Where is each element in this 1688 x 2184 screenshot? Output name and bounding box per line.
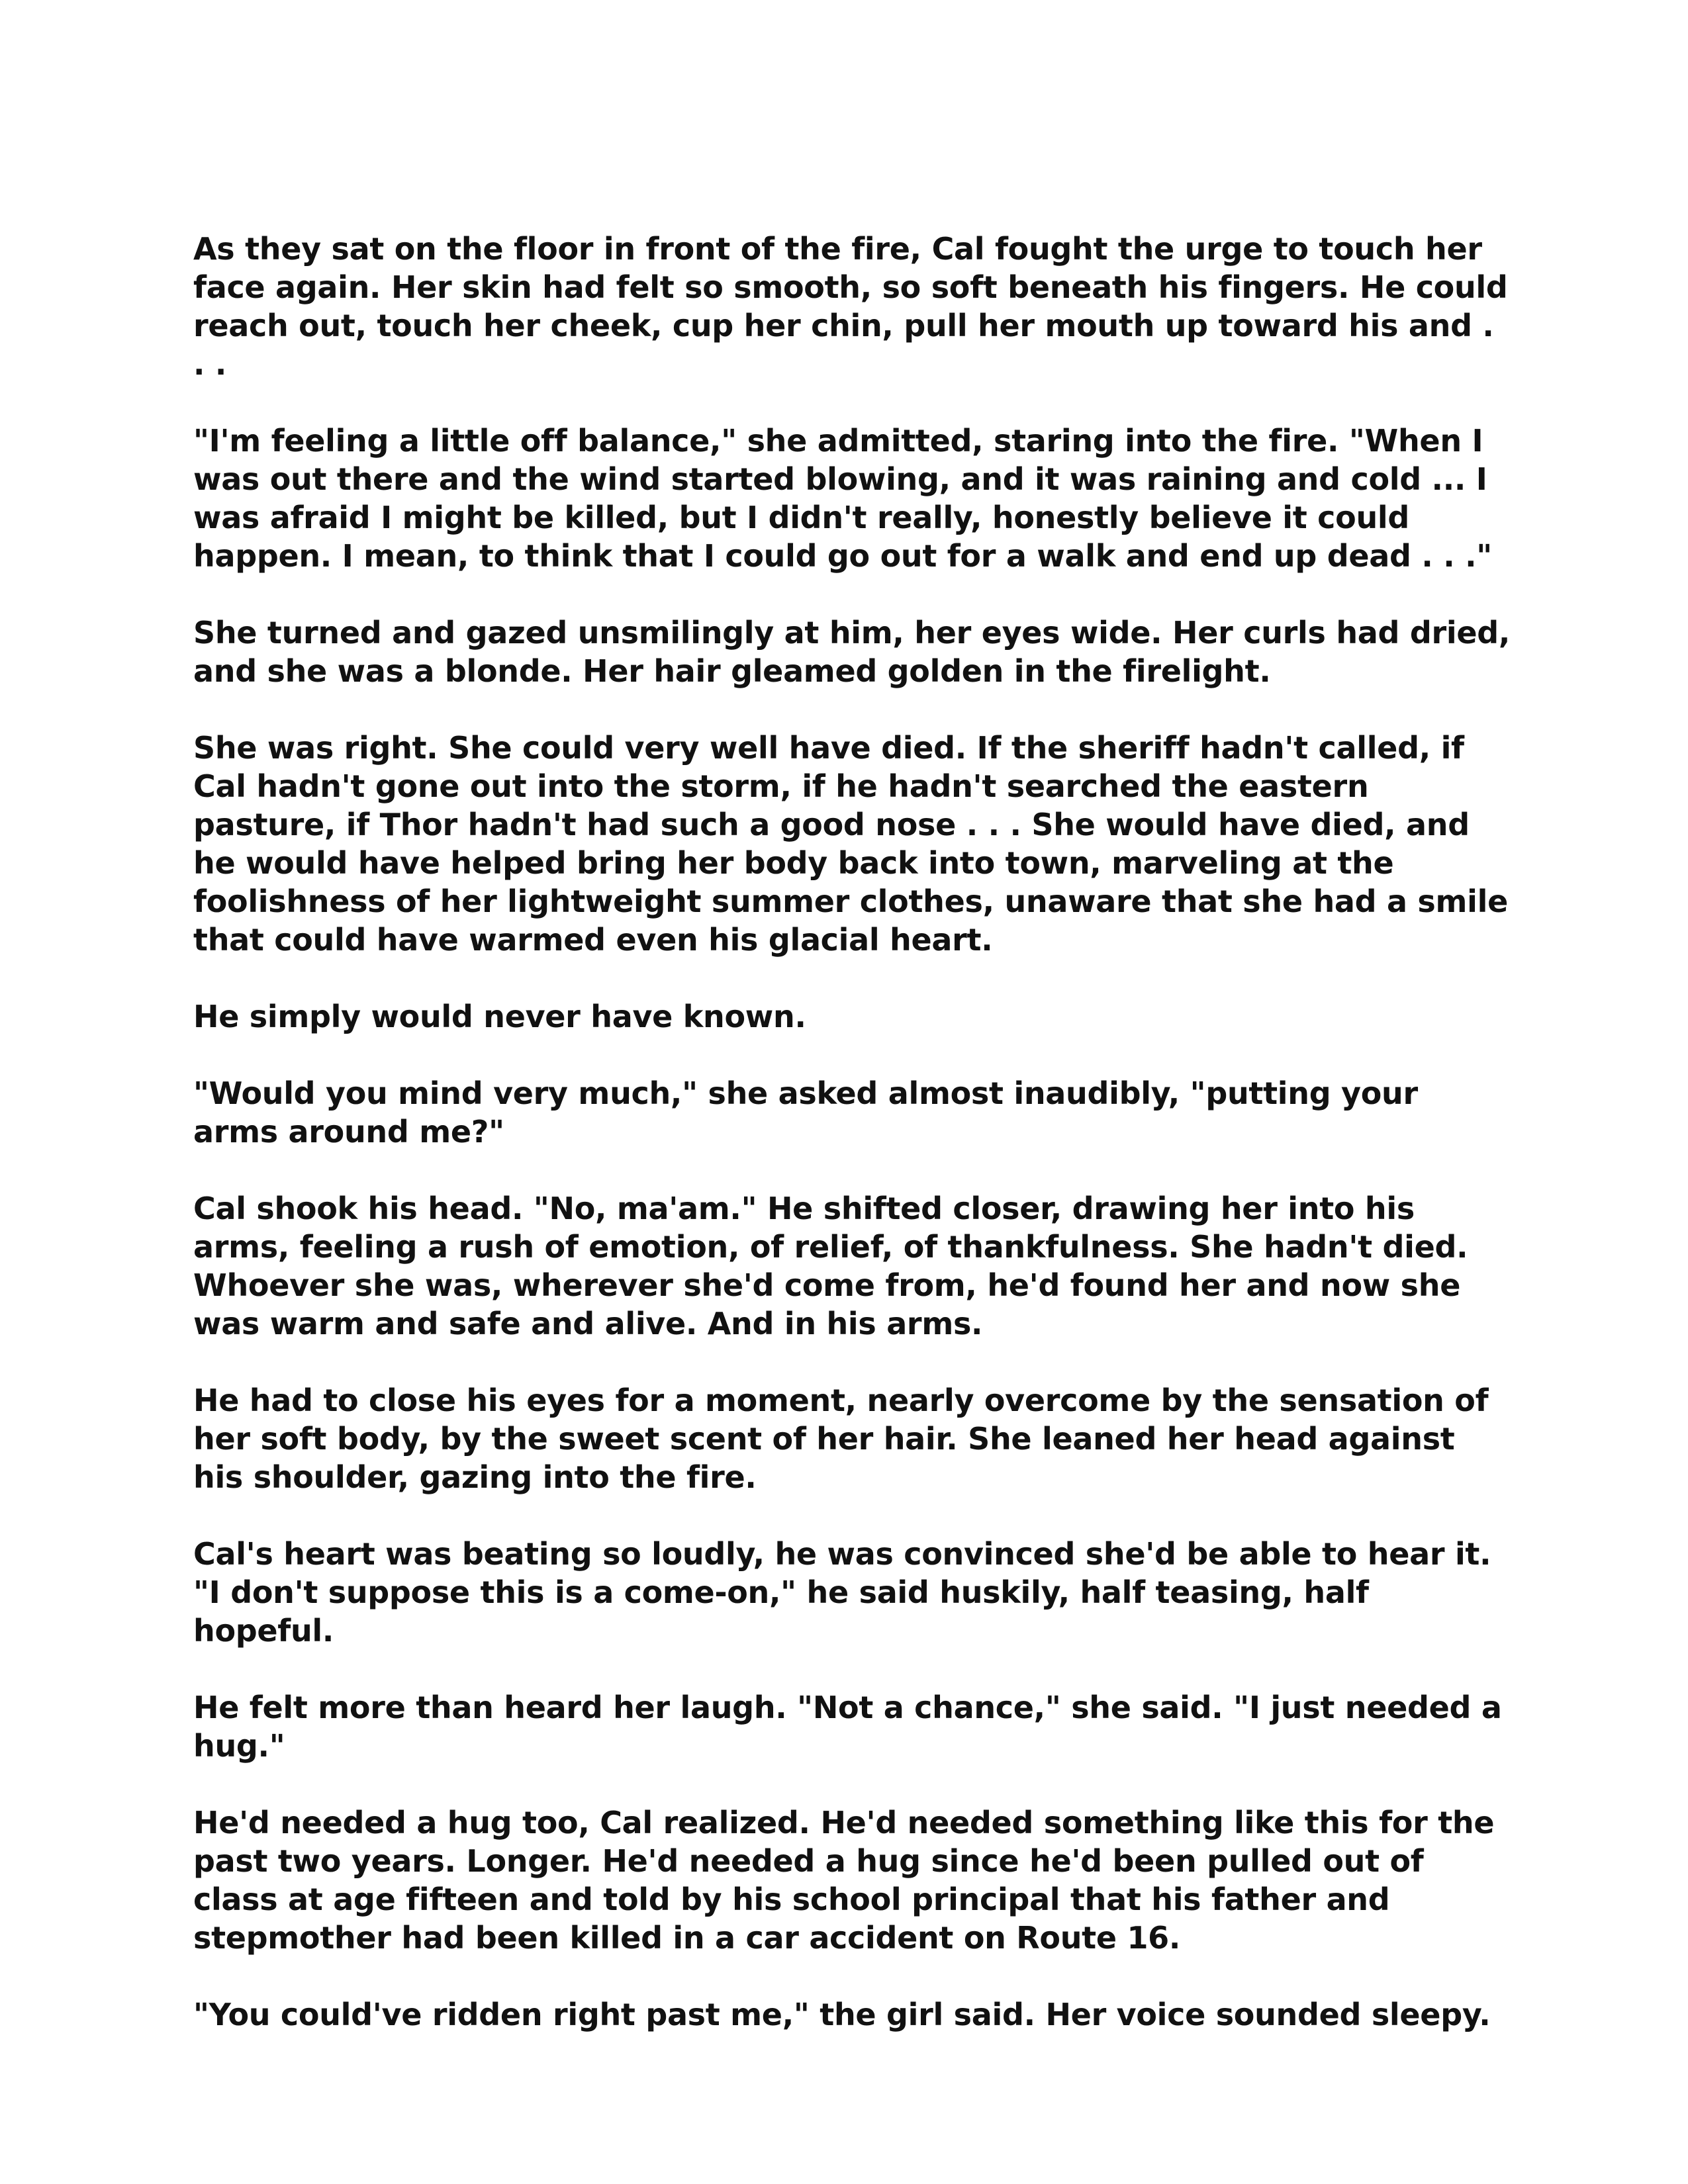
paragraph-3: She turned and gazed unsmilingly at him, her eyes wide. Her curls had dried, and she was a blonde. Her hair gleamed golden in the firelight.	[193, 615, 1511, 689]
paragraph-8: He had to close his eyes for a moment, nearly overcome by the sensation of her soft body, by the sweet scent of her hair. She leaned her head against his shoulder, gazing into the fire.	[193, 1383, 1489, 1495]
paragraph-9: Cal's heart was beating so loudly, he was convinced she'd be able to hear it. "I don't suppose this is a come-on," he said huskily, half teasing, half hopeful.	[193, 1536, 1491, 1649]
paragraph-10: He felt more than heard her laugh. "Not a chance," she said. "I just needed a hug."	[193, 1690, 1502, 1764]
paragraph-12: "You could've ridden right past me," the girl said. Her voice sounded sleepy.	[193, 1997, 1491, 2032]
paragraph-2: "I'm feeling a little off balance," she admitted, staring into the fire. "When I was out there and the wind started blowing, and it was raining and cold ... I was afraid I might be killed, but I didn't really, honestly believe it could happen. I mean, to think that I could go out for a walk and end up dead . . ."	[193, 423, 1492, 574]
body-text	[193, 230, 1511, 2034]
paragraph-5: He simply would never have known.	[193, 999, 806, 1034]
paragraph-11: He'd needed a hug too, Cal realized. He'd needed something like this for the past two years. Longer. He'd needed a hug since he'd been pulled out of class at age fifteen and told by his school principal that his father and stepmother had been killed in a car accident on Route 16.	[193, 1805, 1495, 1956]
paragraph-7: Cal shook his head. "No, ma'am." He shifted closer, drawing her into his arms, feeling a rush of emotion, of relief, of thankfulness. She hadn't died. Whoever she was, wherever she'd come from, he'd found her and now she was warm and safe and alive. And in his arms.	[193, 1191, 1468, 1342]
paragraph-4: She was right. She could very well have died. If the sheriff hadn't called, if Cal hadn't gone out into the storm, if he hadn't searched the eastern pasture, if Thor hadn't had such a good nose . . . She would have died, and he would have helped bring her body back into town, marveling at the foolishness of her lightweight summer clothes, unaware that she had a smile that could have warmed even his glacial heart.	[193, 730, 1508, 958]
paragraph-1: As they sat on the floor in front of the fire, Cal fought the urge to touch her face again. Her skin had felt so smooth, so soft beneath his fingers. He could reach out, touch her cheek, cup her chin, pull her mouth up toward his and . . .	[193, 231, 1508, 382]
paragraph-6: "Would you mind very much," she asked almost inaudibly, "putting your arms around me?"	[193, 1075, 1418, 1150]
